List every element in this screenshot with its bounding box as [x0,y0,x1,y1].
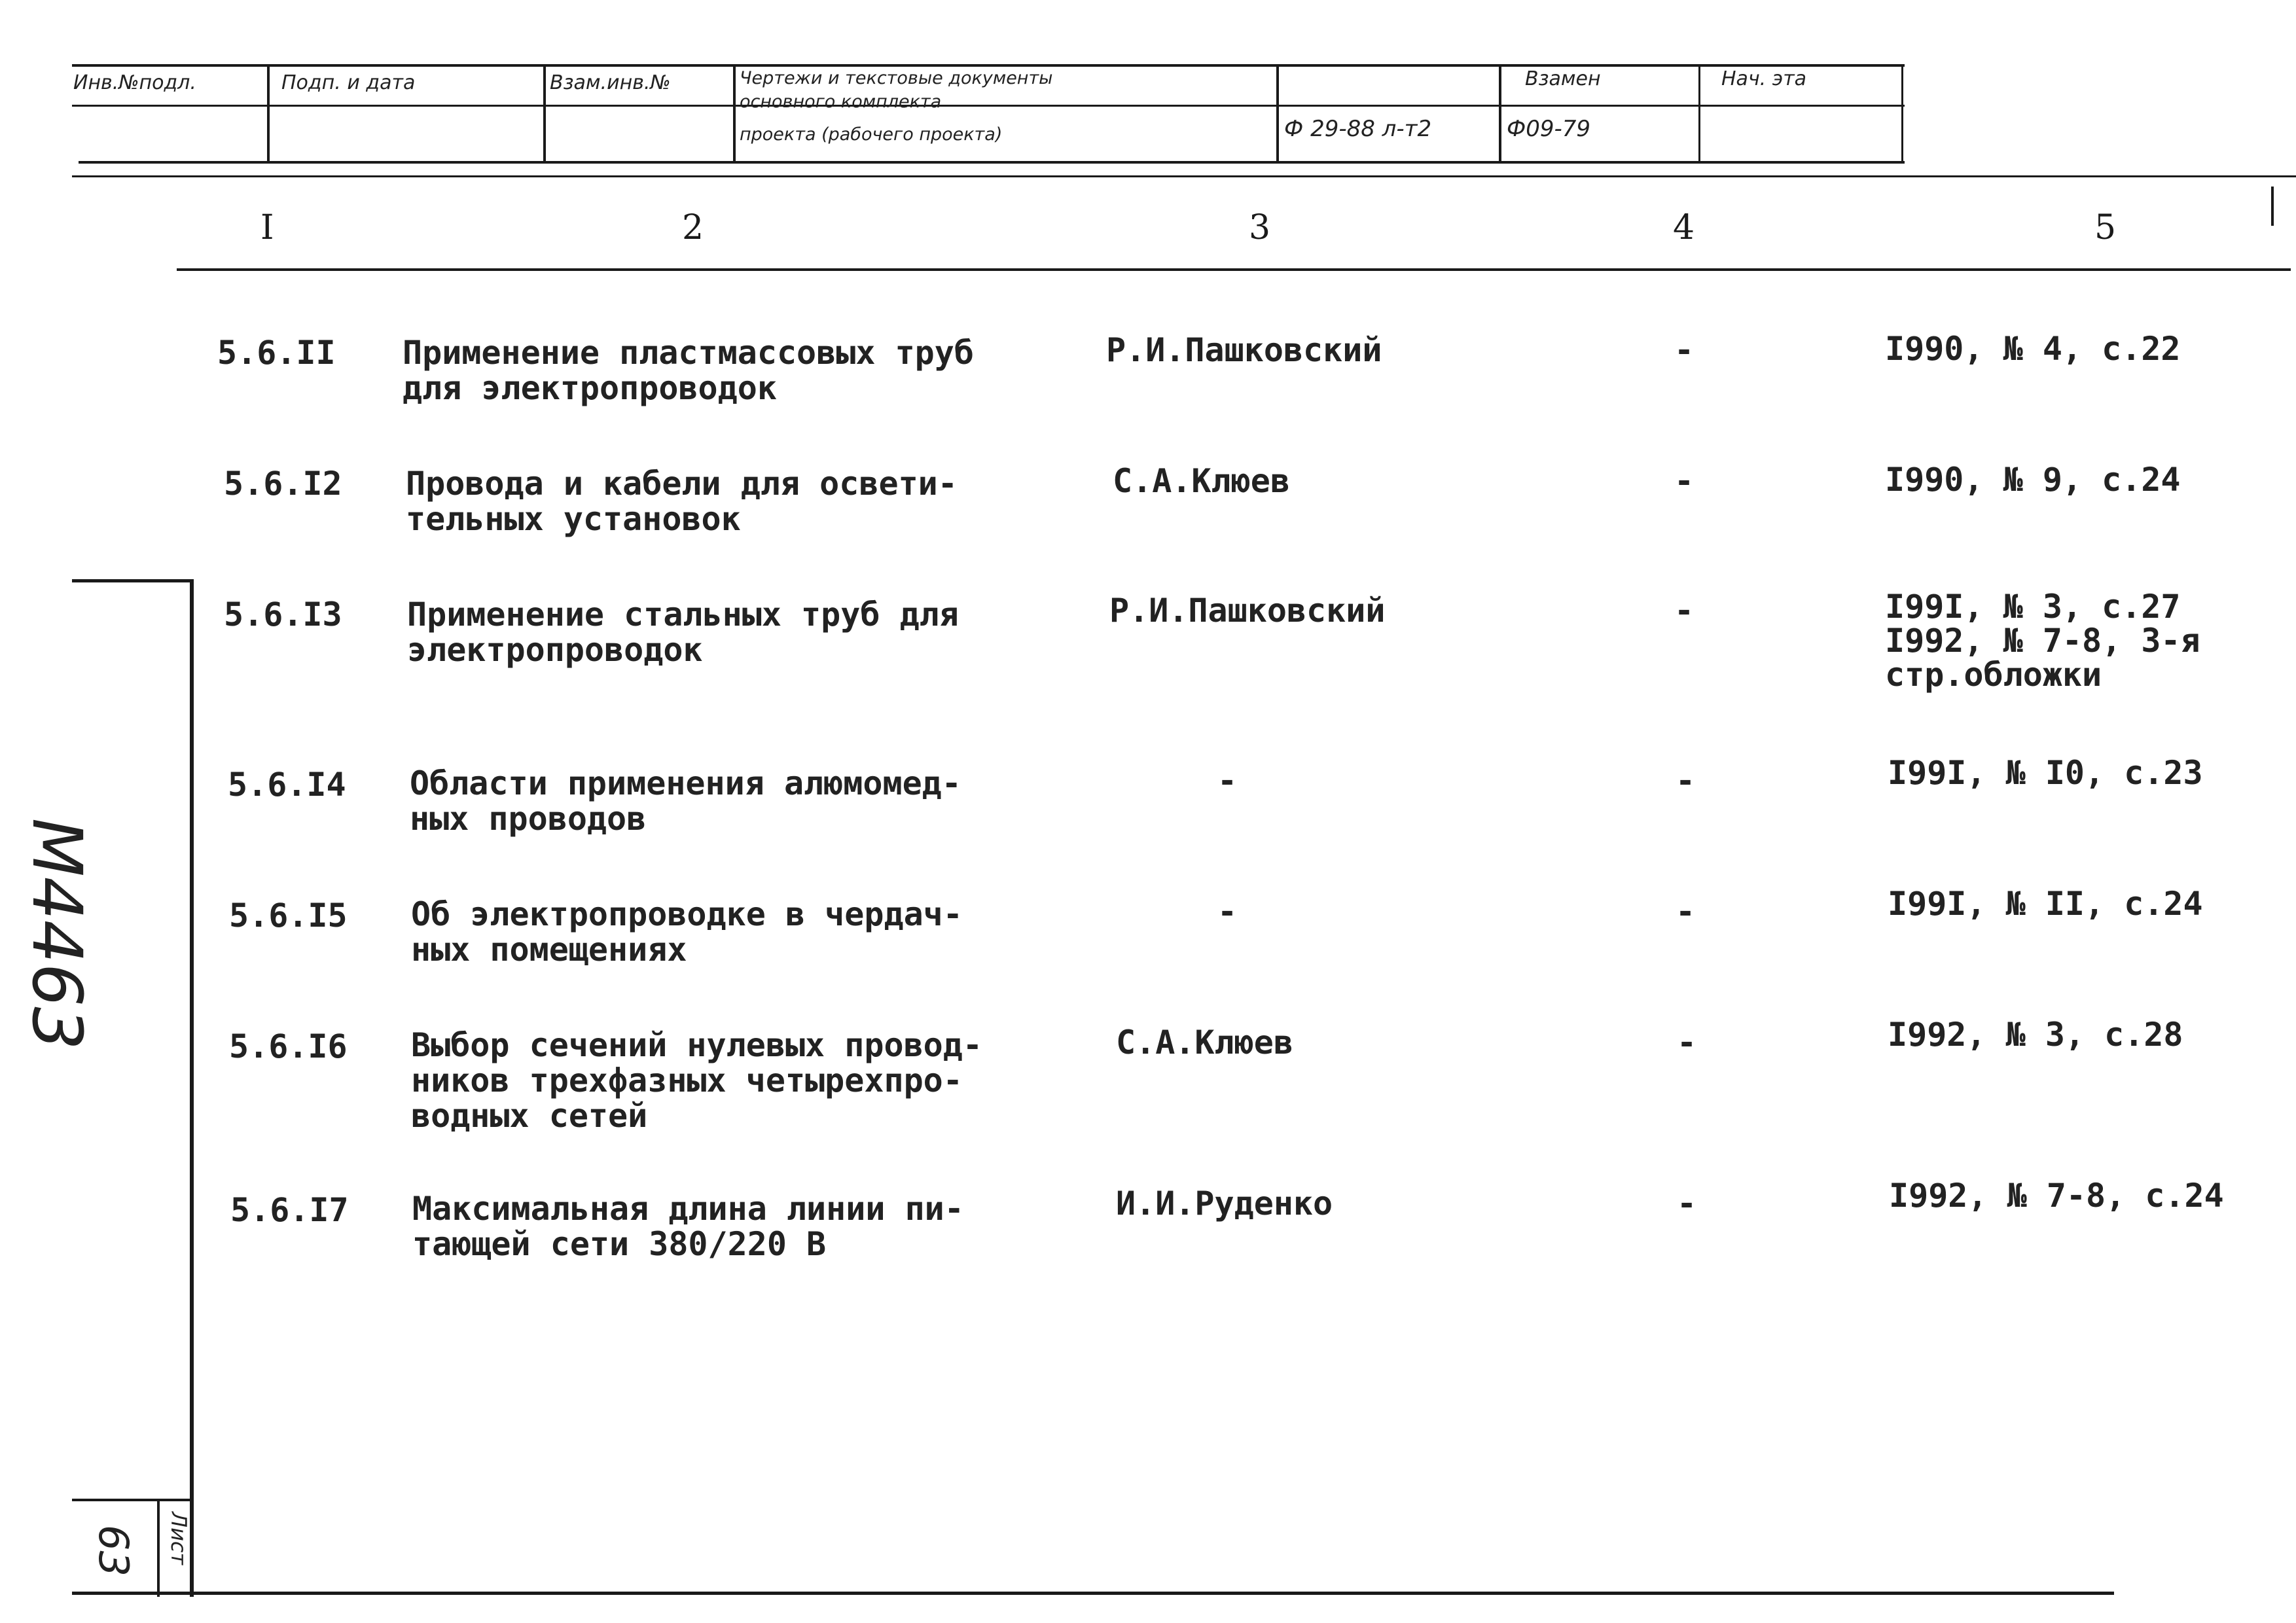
row-id: 5.6.II [217,334,336,372]
stamp-code-current: Ф 29-88 л-т2 [1284,116,1432,142]
row-col4: - [1674,592,1695,630]
row-author: С.А.Клюев [1116,1024,1293,1061]
row-author: Р.И.Пашковский [1106,331,1382,369]
row-title-line-1: Области применения алюмомед- [410,764,961,802]
row-title-line-1: Выбор сечений нулевых провод- [411,1026,982,1064]
row-title-line-1: Об электропроводке в чердач- [411,895,963,933]
row-author: - [1217,893,1238,931]
row-title-line-1: Применение пластмассовых труб [403,334,974,372]
row-author: - [1217,762,1238,800]
row-title-line-2: ных помещениях [411,931,687,969]
row-id: 5.6.I2 [224,465,342,503]
column-header-1: I [260,208,274,247]
row-id: 5.6.I6 [229,1027,348,1065]
column-header-3: 3 [1249,208,1271,247]
row-title-line-2: ных проводов [410,800,647,838]
row-col4: - [1676,893,1696,931]
row-title-line-1: Максимальная длина линии пи- [412,1190,964,1228]
row-title-line-1: Применение стальных труб для [407,596,959,633]
row-reference: I990, № 9, с.24 [1885,461,2181,499]
row-author: И.И.Руденко [1116,1185,1333,1222]
row-reference-line-2: I992, № 7-8, 3-я [1885,622,2200,660]
inventory-number: М4463 [17,818,97,1050]
row-title-line-1: Провода и кабели для освети- [406,465,958,503]
row-id: 5.6.I5 [229,897,348,935]
row-title-line-2: электропроводок [407,631,703,669]
row-title-line-2: тельных установок [406,500,741,538]
stamp-header-replaced-inventory: Взам.инв.№ [550,71,671,94]
row-id: 5.6.I3 [224,596,342,633]
row-col4: - [1676,762,1696,800]
row-reference: I990, № 4, с.22 [1885,330,2181,368]
stamp-doc-title-line-3: проекта (рабочего проекта) [740,124,1003,145]
column-header-2: 2 [682,208,704,247]
stamp-header-replaces: Взамен [1525,67,1601,90]
row-col4: - [1674,331,1695,369]
row-id: 5.6.I7 [230,1191,349,1229]
row-col4: - [1674,462,1695,500]
stamp-doc-title-line-2: основного комплекта [740,92,942,112]
row-reference: I99I, № II, с.24 [1888,885,2203,923]
stamp-doc-title-line-1: Чертежи и текстовые документы [740,68,1053,88]
row-author: С.А.Клюев [1113,462,1290,500]
stamp-header-stage: Нач. эта [1721,67,1807,90]
row-reference: I992, № 7-8, с.24 [1889,1177,2224,1215]
row-title-line-2: ников трехфазных четырехпро- [411,1061,963,1099]
sheet-label: Лист [166,1512,191,1565]
row-col4: - [1677,1024,1697,1061]
stamp-header-inventory: Инв.№подл. [73,71,196,94]
stamp-header-signature-date: Подп. и дата [281,71,416,94]
column-header-4: 4 [1673,208,1695,247]
stamp-code-replaced: Ф09-79 [1507,116,1591,142]
row-reference-line-1: I99I, № 3, с.27 [1885,588,2181,626]
row-reference: I992, № 3, с.28 [1888,1016,2183,1054]
row-col4: - [1677,1185,1697,1222]
row-reference: I99I, № I0, с.23 [1888,754,2203,792]
column-header-5: 5 [2094,208,2117,247]
row-author: Р.И.Пашковский [1109,592,1386,630]
row-title-line-2: тающей сети 380/220 В [412,1225,827,1263]
row-title-line-2: для электропроводок [403,369,777,407]
row-title-line-3: водных сетей [411,1097,648,1135]
sheet-number: 63 [90,1525,137,1577]
row-id: 5.6.I4 [228,766,346,804]
row-reference-line-3: стр.обложки [1885,656,2102,694]
